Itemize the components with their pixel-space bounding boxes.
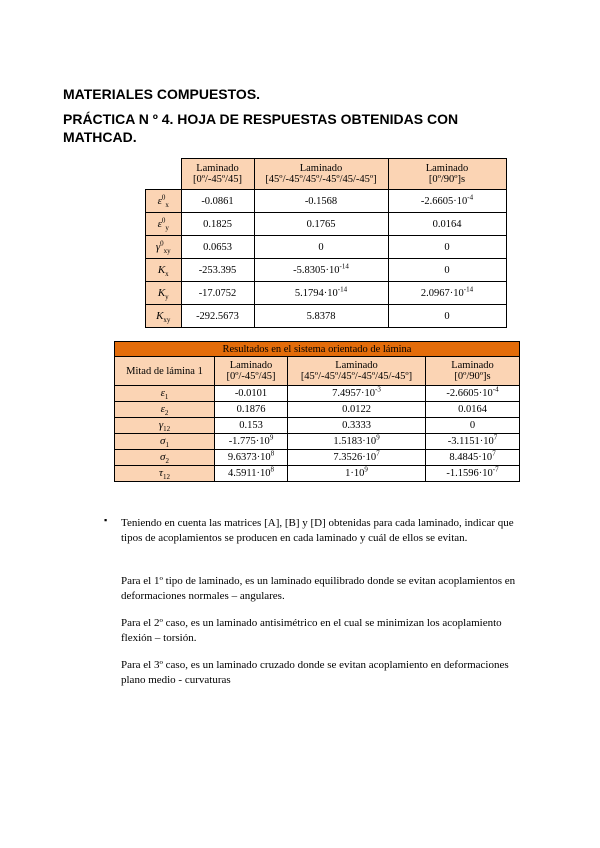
lamina-results-table (114, 341, 520, 482)
value-cell: -0.0861 (181, 190, 254, 213)
value-cell: 0 (426, 418, 520, 434)
symbol: σ (160, 451, 166, 463)
value-cell: 0 (388, 305, 506, 328)
symbol: ε (160, 387, 165, 399)
value-cell: $7.3526\cdot 10^7$ (288, 450, 426, 466)
value-cell: 5.8378 (254, 305, 388, 328)
value-cell: $-1.775\cdot 10^9$ (215, 434, 288, 450)
value-cell: $9.6373\cdot 10^8$ (215, 450, 288, 466)
symbol: ε (157, 217, 162, 230)
value-cell: $-2.6605\cdot 10^{-4}$ (426, 386, 520, 402)
value-cell: $4.5911\cdot 10^8$ (215, 466, 288, 482)
table-row (115, 450, 520, 466)
symbol-cell: $\varepsilon_2$ (115, 402, 215, 418)
value-cell: -0.0101 (215, 386, 288, 402)
answer-paragraph-2: Para el 2º caso, es un laminado antisimétrico en el cual se minimizan los acoplamiento flexión – torsión. (121, 617, 502, 644)
column-header: Laminado [45º/-45º/45º/-45º/45/-45º] (288, 357, 426, 386)
table-row (146, 236, 507, 259)
table-row (115, 434, 520, 450)
value-cell: $-2.6605\cdot 10^{-4}$ (388, 190, 506, 213)
value-cell: $-3.1151\cdot 10^7$ (426, 434, 520, 450)
symbol-cell: $K_x$ (146, 259, 182, 282)
column-header: Laminado [0º/-45º/45] (215, 357, 288, 386)
symbol: γ (155, 240, 161, 253)
value-cell: $1\cdot 10^9$ (288, 466, 426, 482)
value-cell: 0 (388, 259, 506, 282)
symbol: K (156, 309, 164, 322)
table-row (146, 213, 507, 236)
symbol-cell: $K_y$ (146, 282, 182, 305)
column-header: Laminado [0º/90º]s (388, 159, 506, 190)
value-cell: $5.1794\cdot 10^{-14}$ (254, 282, 388, 305)
symbol-cell: $\tau_{12}$ (115, 466, 215, 482)
symbol-cell: $\varepsilon^0_x$ (146, 190, 182, 213)
value-cell: 0.0164 (426, 402, 520, 418)
table-row (115, 418, 520, 434)
table-title: Resultados en el sistema orientado de lámina (115, 342, 520, 357)
table-row (146, 305, 507, 328)
global-results-table (145, 158, 507, 328)
document-title: MATERIALES COMPUESTOS. (63, 86, 261, 102)
value-cell: 0.0653 (181, 236, 254, 259)
column-header: Laminado [0º/90º]s (426, 357, 520, 386)
value-cell: -0.1568 (254, 190, 388, 213)
value-cell: 0.1825 (181, 213, 254, 236)
value-cell: 0.1765 (254, 213, 388, 236)
symbol-cell: $\sigma_2$ (115, 450, 215, 466)
question-paragraph: Teniendo en cuenta las matrices [A], [B] y [D] obtenidas para cada laminado, indicar que tipos de acoplamientos se producen en cada laminado y cuál de ellos se evitan. (121, 517, 514, 544)
symbol: K (157, 286, 166, 299)
value-cell: 0 (254, 236, 388, 259)
symbol: K (157, 263, 166, 276)
value-cell: 0.0122 (288, 402, 426, 418)
practice-heading: PRÁCTICA N º 4. HOJA DE RESPUESTAS OBTENIDAS CON MATHCAD. (63, 111, 459, 145)
column-header: Laminado [45º/-45º/45º/-45º/45/-45º] (254, 159, 388, 190)
symbol-cell: $\gamma^0_{xy}$ (146, 236, 182, 259)
value-cell: -253.395 (181, 259, 254, 282)
table-title-row (115, 342, 520, 357)
table-row (115, 402, 520, 418)
symbol: ε (160, 403, 165, 415)
symbol-cell: $\varepsilon^0_y$ (146, 213, 182, 236)
value-cell: $2.0967\cdot 10^{-14}$ (388, 282, 506, 305)
symbol: ε (157, 194, 162, 207)
table-header-row (146, 159, 507, 190)
answer-paragraph-3: Para el 3º caso, es un laminado cruzado donde se evitan acoplamiento en deformaciones plano medio - curvaturas (121, 659, 509, 686)
symbol: σ (160, 435, 166, 447)
table-row (115, 466, 520, 482)
symbol-cell: $\gamma_{12}$ (115, 418, 215, 434)
table-row (146, 259, 507, 282)
column-header: Laminado [0º/-45º/45] (181, 159, 254, 190)
value-cell: -292.5673 (181, 305, 254, 328)
symbol-cell: $\sigma_1$ (115, 434, 215, 450)
value-cell: $-5.8305\cdot 10^{-14}$ (254, 259, 388, 282)
symbol: γ (158, 419, 164, 431)
value-cell: $1.5183\cdot 10^9$ (288, 434, 426, 450)
table-header-row (115, 357, 520, 386)
empty-corner-cell (146, 159, 182, 190)
symbol: τ (159, 467, 163, 479)
row-header-label: Mitad de lámina 1 (115, 357, 215, 386)
value-cell: 0.153 (215, 418, 288, 434)
symbol-cell: $\varepsilon_1$ (115, 386, 215, 402)
value-cell: $8.4845\cdot 10^7$ (426, 450, 520, 466)
answer-paragraph-1: Para el 1º tipo de laminado, es un laminado equilibrado donde se evitan acoplamientos en deformaciones normales – angulares. (121, 575, 516, 602)
value-cell: 0.1876 (215, 402, 288, 418)
table-row (115, 386, 520, 402)
value-cell: $-1.1596\cdot 10^{-7}$ (426, 466, 520, 482)
value-cell: 0.3333 (288, 418, 426, 434)
value-cell: 0 (388, 236, 506, 259)
value-cell: $7.4957\cdot 10^{-3}$ (288, 386, 426, 402)
table-row (146, 190, 507, 213)
value-cell: -17.0752 (181, 282, 254, 305)
value-cell: 0.0164 (388, 213, 506, 236)
symbol-cell: $K_{xy}$ (146, 305, 182, 328)
table-row (146, 282, 507, 305)
bullet-icon: ▪ (104, 515, 108, 525)
